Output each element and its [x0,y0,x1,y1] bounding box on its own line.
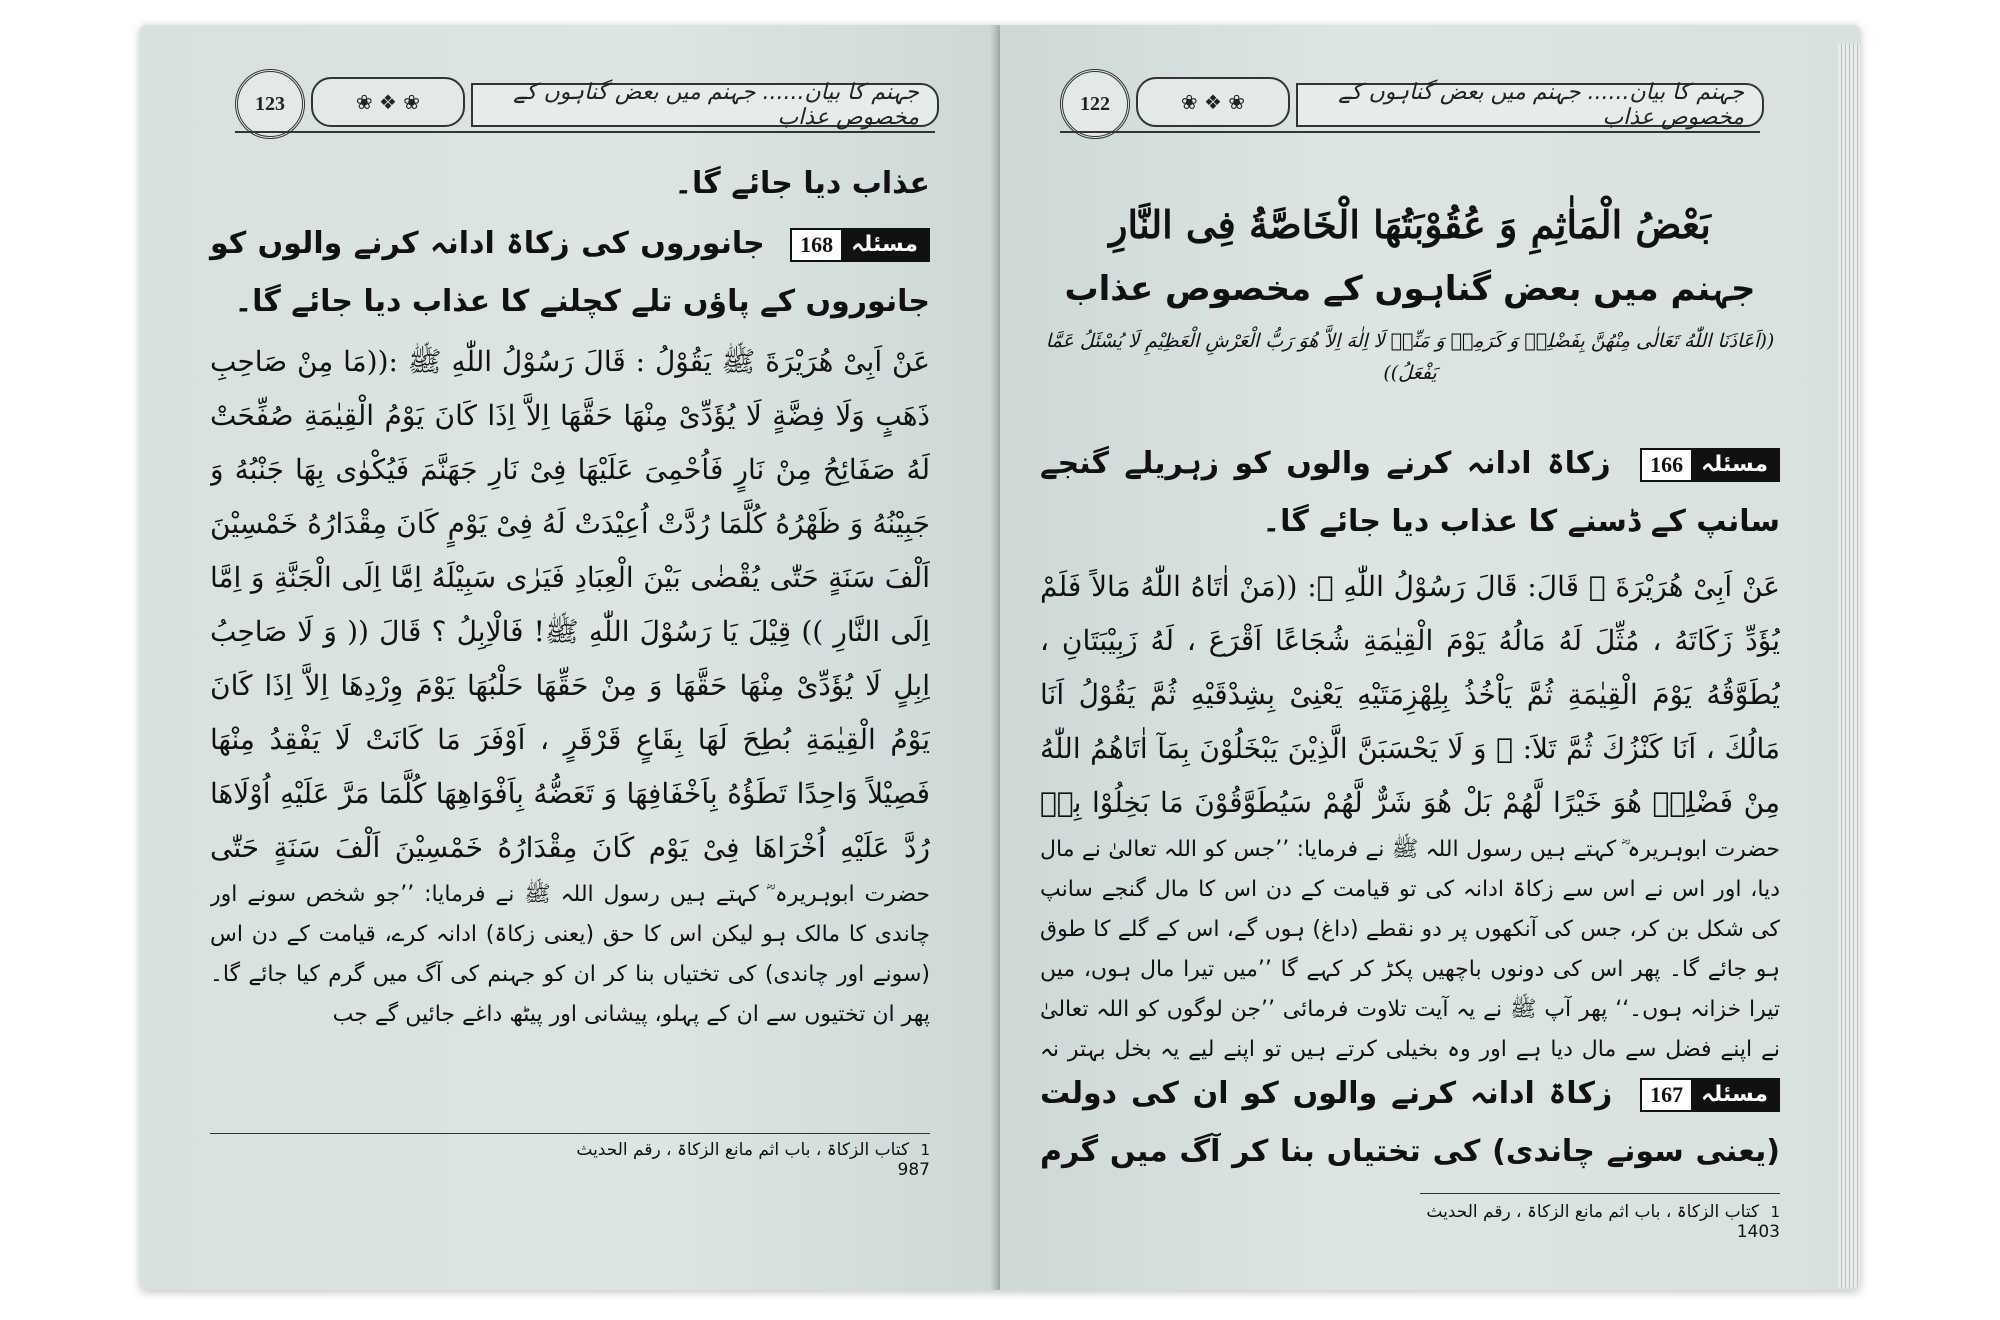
running-header-title: جہنم کا بیان...... جہنم میں بعض گناہوں کے مخصوص عذاب [471,83,939,127]
masla-badge [1640,1078,1780,1112]
continued-heading: عذاب دیا جائے گا۔ [674,166,930,201]
footnote-text: کتاب الزکاۃ ، باب اثم مانع الزکاۃ ، رقم الحدیث 1403 [1426,1202,1780,1242]
footnote-marker: 1 [920,1141,930,1159]
masla-text: جانوروں کی زکاۃ ادانہ کرنے والوں کو جانوروں کے پاؤں تلے کچلنے کا عذاب دیا جائے گا۔ [210,226,930,319]
masla-label: مسئلہ [841,230,928,260]
right-page [1000,25,1860,1290]
header-rule [235,131,935,133]
header-ornament-icon: ❀ ❖ ❀ [1136,77,1290,127]
masla-text: زکاۃ ادانہ کرنے والوں کو ان کی دولت (یعنی سونے چاندی) کی تختیاں بنا کر آگ میں گرم [1040,1076,1780,1169]
masla-number: 166 [1642,450,1691,480]
masla-167 [1040,1065,1780,1190]
footnote-rule [1420,1193,1780,1194]
page-number: 123 [235,69,305,139]
arabic-hadith: عَنْ اَبِیْ هُرَيْرَةَ ؓ قَالَ: قَالَ رَسُوْلُ اللّٰهِ ﷺ: ((مَنْ اٰتَاهُ اللّٰهُ مَالاً فَلَمْ يُؤَدِّ زَكَاتَهُ ، مُثِّلَ لَهُ مَالُهُ يَوْمَ الْقِيٰمَةِ شُجَاعًا اَقْرَعَ ، لَهُ زَبِيْبَتَانِ ، يُطَوَّقُهُ يَوْمَ الْقِيٰمَةِ ثُمَّ يَاْخُذُ بِلِهْزِمَتَيْهِ يَعْنِیْ بِشِدْقَيْهِ ثُمَّ يَقُوْلُ اَنَا مَالُكَ ، اَنَا كَنْزُكَ ثُمَّ تَلاَ: ﴿ وَ لَا يَحْسَبَنَّ الَّذِيْنَ يَبْخَلُوْنَ بِمَآ اٰتَاهُمُ اللّٰهُ مِنْ فَضْلِهٖ هُوَ خَيْرًا لَّهُمْ بَلْ هُوَ شَرٌّ لَّهُمْ سَيُطَوَّقُوْنَ مَا بَخِلُوْا بِهٖ [1040,570,1780,819]
masla-number: 167 [1642,1080,1691,1110]
dua-text: ((اَعَاذَنَا اللّٰهُ تَعَالٰی مِنْهُنَّ بِفَضْلِهٖ وَ كَرَمِهٖ وَ مَنِّهٖ لَا اِلٰهَ اِلاَّ هُوَ رَبُّ الْعَرْشِ الْعَظِيْمِ لَا يُسْئَلُ عَمَّا يَفْعَلُ)) [1045,330,1775,384]
urdu-translation: حضرت ابوہریرہ ؓ کہتے ہیں رسول اللہ ﷺ نے فرمایا: ’’جس کو اللہ تعالیٰ نے مال دیا، اور اس نے اس سے زکاۃ ادانہ کی تو قیامت کے دن اس کا مال گنجے سانپ کی شکل بن کر، جس کی آنکھوں پر دو نقطے (داغ) ہوں گے، اس کے گلے کا طوق ہو جائے گا۔ پھر اس کی دونوں باچھیں پکڑ کر کہے گا ’’میں تیرا مال ہوں، میں تیرا خزانہ ہوں۔‘‘ پھر آپ ﷺ نے یہ آیت تلاوت فرمائی ’’جن لوگوں کو اللہ تعالیٰ نے اپنے فضل سے مال دیا ہے اور وہ بخیلی کرتے ہیں تو اپنے لیے یہ بخل بہتر نہ [1040,837,1780,1062]
arabic-hadith: عَنْ اَبِیْ هُرَيْرَةَ ﷺ يَقُوْلُ : قَالَ رَسُوْلُ اللّٰهِ ﷺ :((مَا مِنْ صَاحِبِ ذَهَبٍ وَلَا فِضَّةٍ لَا يُؤَدِّیْ مِنْهَا حَقَّهَا اِلاَّ اِذَا كَانَ يَوْمُ الْقِيٰمَةِ صُفِّحَتْ لَهُ صَفَائِحُ مِنْ نَارٍ فَاُحْمِیَ عَلَيْهَا فِیْ نَارِ جَهَنَّمَ فَيُكْوٰى بِهَا جَنْبُهُ وَ جَبِيْنُهُ وَ ظَهْرُهُ كُلَّمَا رُدَّتْ اُعِيْدَتْ لَهُ فِیْ يَوْمٍ كَانَ مِقْدَارُهُ خَمْسِيْنَ اَلْفَ سَنَةٍ حَتّٰى يُقْضٰى بَيْنَ الْعِبَادِ فَيَرٰى سَبِيْلَهُ اِمَّا اِلَى الْجَنَّةِ وَ اِمَّا اِلَى النَّارِ )) قِيْلَ يَا رَسُوْلَ اللّٰهِ ﷺ! فَالْاِبِلُ ؟ قَالَ (( وَ لَا صَاحِبُ اِبِلٍ لَا يُؤَدِّیْ مِنْهَا حَقَّهَا وَ مِنْ حَقِّهَا حَلْبُهَا يَوْمَ وِرْدِهَا اِلاَّ اِذَا كَانَ يَوْمُ الْقِيٰمَةِ بُطِحَ لَهَا بِقَاعٍ قَرْقَرٍ ، اَوْفَرَ مَا كَانَتْ لَا يَفْقِدُ مِنْهَا فَصِيْلاً وَاحِدًا تَطَؤُهُ بِاَخْفَافِهَا وَ تَعَضُّهُ بِاَفْوَاهِهَا كُلَّمَا مَرَّ عَلَيْهِ اُوْلَاهَا رُدَّ عَلَيْهِ اُخْرَاهَا فِیْ يَوْمٍ كَانَ مِقْدَارُهُ خَمْسِيْنَ اَلْفَ سَنَةٍ حَتّٰى [210,345,930,864]
urdu-translation: حضرت ابوہریرہ ؓ کہتے ہیں رسول اللہ ﷺ نے فرمایا: ’’جو شخص سونے اور چاندی کا مالک ہو لیکن اس کا حق (یعنی زکاۃ) ادانہ کرے، قیامت کے دن اس (سونے اور چاندی) کی تختیاں بنا کر ان کو جہنم کی آگ میں گرم کیا جائے گا۔ پھر ان تختیوں سے ان کے پہلو، پیشانی اور پیٹھ داغے جائیں گے جب [210,882,930,1027]
header-rule [1060,131,1760,133]
arabic-chapter-title: بَعْضُ الْمَاٰثِمِ وَ عُقُوْبَتُهَا الْخَاصَّةُ فِی النَّارِ [1109,202,1711,247]
masla-166 [1040,435,1780,551]
masla-label: مسئلہ [1691,450,1778,480]
right-page-header [1060,65,1780,145]
page-number: 122 [1060,69,1130,139]
open-book [135,25,1875,1300]
footnote-rule [210,1133,930,1134]
masla-168 [210,215,930,331]
masla-text: زکاۃ ادانہ کرنے والوں کو زہریلے گنجے سانپ کے ڈسنے کا عذاب دیا جائے گا۔ [1040,446,1780,539]
urdu-chapter-title: جہنم میں بعض گناہوں کے مخصوص عذاب [1064,269,1756,309]
footnote-text: کتاب الزکاۃ ، باب اثم مانع الزکاۃ ، رقم الحدیث 987 [576,1140,930,1180]
page-edges [1838,43,1860,1288]
footnote-marker: 1 [1770,1203,1780,1221]
running-header-title: جہنم کا بیان...... جہنم میں بعض گناہوں کے مخصوص عذاب [1296,83,1764,127]
footnote [1390,1201,1780,1242]
left-page [140,25,1000,1290]
footnote [560,1139,930,1180]
masla-badge [1640,448,1780,482]
header-ornament-icon: ❀ ❖ ❀ [311,77,465,127]
masla-label: مسئلہ [1691,1080,1778,1110]
masla-badge [790,228,930,262]
masla-number: 168 [792,230,841,260]
left-page-header [235,65,935,145]
